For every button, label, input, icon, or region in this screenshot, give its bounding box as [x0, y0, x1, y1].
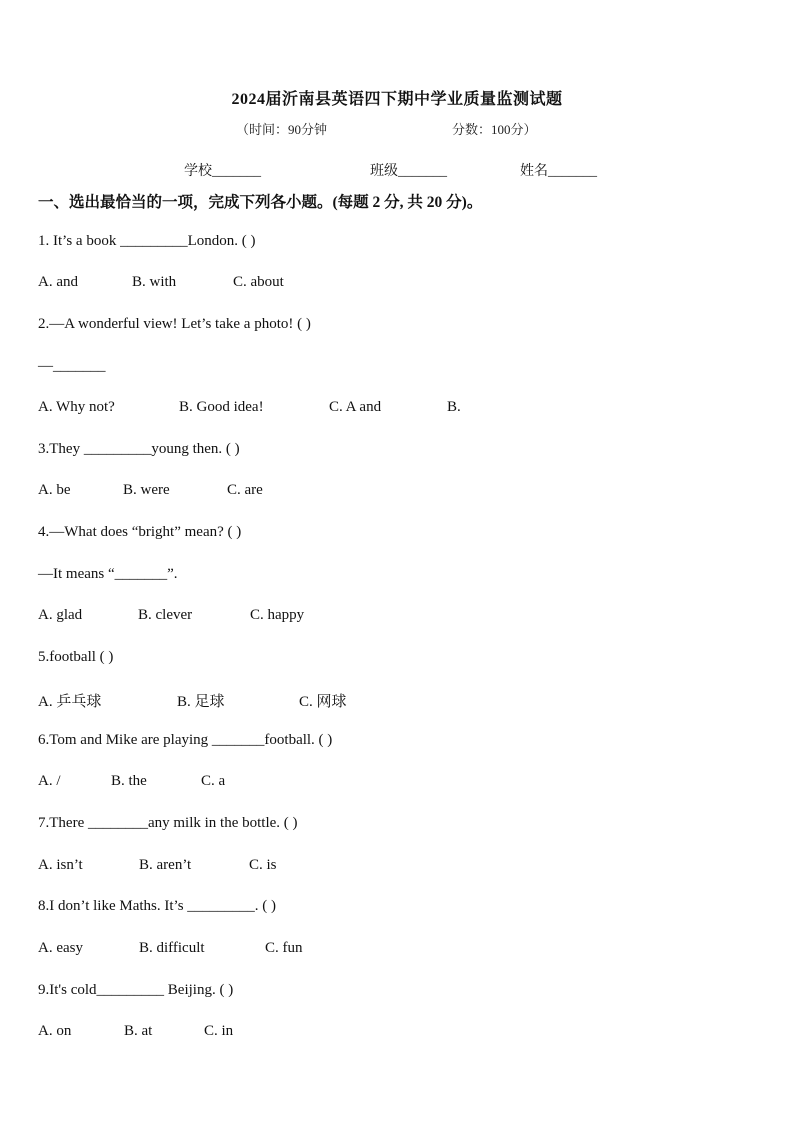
question-3-stem: 3.They _________young then. ( ) [38, 441, 240, 457]
option-b: B. the [111, 773, 147, 789]
option-a: A. Why not? [38, 399, 115, 415]
question-8-options [0, 940, 794, 964]
question-4-stem: 4.—What does “bright” mean? ( ) [38, 524, 242, 540]
exam-score: 分数：100分） [452, 122, 537, 137]
option-b: B. with [132, 274, 177, 290]
school-field: 学校_______ [184, 164, 261, 179]
question-7-options [0, 857, 794, 881]
option-c: C. is [249, 857, 277, 873]
option-c: C. 网球 [299, 694, 347, 710]
question-3-options [0, 482, 794, 506]
question-6-stem: 6.Tom and Mike are playing _______football. ( ) [38, 732, 333, 748]
option-a: A. easy [38, 940, 83, 956]
question-4-options [0, 607, 794, 631]
question-2-options [0, 399, 794, 423]
question-9-stem: 9.It's cold_________ Beijing. ( ) [38, 982, 234, 998]
option-a: A. on [38, 1023, 72, 1039]
page-title: 2024届沂南县英语四下期中学业质量监测试题 [231, 91, 563, 108]
option-c: C. in [204, 1023, 234, 1039]
option-c: C. about [233, 274, 284, 290]
option-a: A. and [38, 274, 78, 290]
question-1-stem: 1. It’s a book _________London. ( ) [38, 233, 256, 249]
option-a: A. / [38, 773, 61, 789]
exam-time: （时间：90分钟 [236, 122, 328, 137]
option-a: A. be [38, 482, 71, 498]
question-5-stem: 5.football ( ) [38, 649, 114, 665]
name-field: 姓名_______ [520, 164, 597, 179]
option-c: C. a [201, 773, 226, 789]
option-b: B. at [124, 1023, 153, 1039]
question-2-stem: 2.—A wonderful view! Let’s take a photo! ( ) [38, 316, 311, 332]
option-b: B. Good idea! [179, 399, 264, 415]
option-c: C. happy [250, 607, 305, 623]
section-heading: 一、选出最恰当的一项，完成下列各小题。(每题 2 分, 共 20 分)。 [38, 194, 483, 211]
question-4-reply: —It means “_______”. [38, 566, 178, 582]
question-8-stem: 8.I don’t like Maths. It’s _________. ( ) [38, 898, 277, 914]
option-b: B. were [123, 482, 170, 498]
class-field: 班级_______ [370, 164, 447, 179]
option-c: C. A and [329, 399, 382, 415]
option-b: B. aren’t [139, 857, 192, 873]
question-6-options [0, 773, 794, 797]
question-1-options [0, 274, 794, 298]
option-c: C. are [227, 482, 263, 498]
option-a: A. glad [38, 607, 83, 623]
option-c: C. fun [265, 940, 303, 956]
question-5-options [0, 690, 794, 714]
question-9-options [0, 1023, 794, 1047]
question-7-stem: 7.There ________any milk in the bottle. ( ) [38, 815, 298, 831]
option-a: A. 乒乓球 [38, 694, 102, 710]
option-b: B. clever [138, 607, 193, 623]
option-b: B. difficult [139, 940, 205, 956]
option-b: B. 足球 [177, 694, 225, 710]
option-a: A. isn’t [38, 857, 83, 873]
question-2-reply: —_______ [38, 358, 106, 374]
option-d: B. [447, 399, 461, 415]
